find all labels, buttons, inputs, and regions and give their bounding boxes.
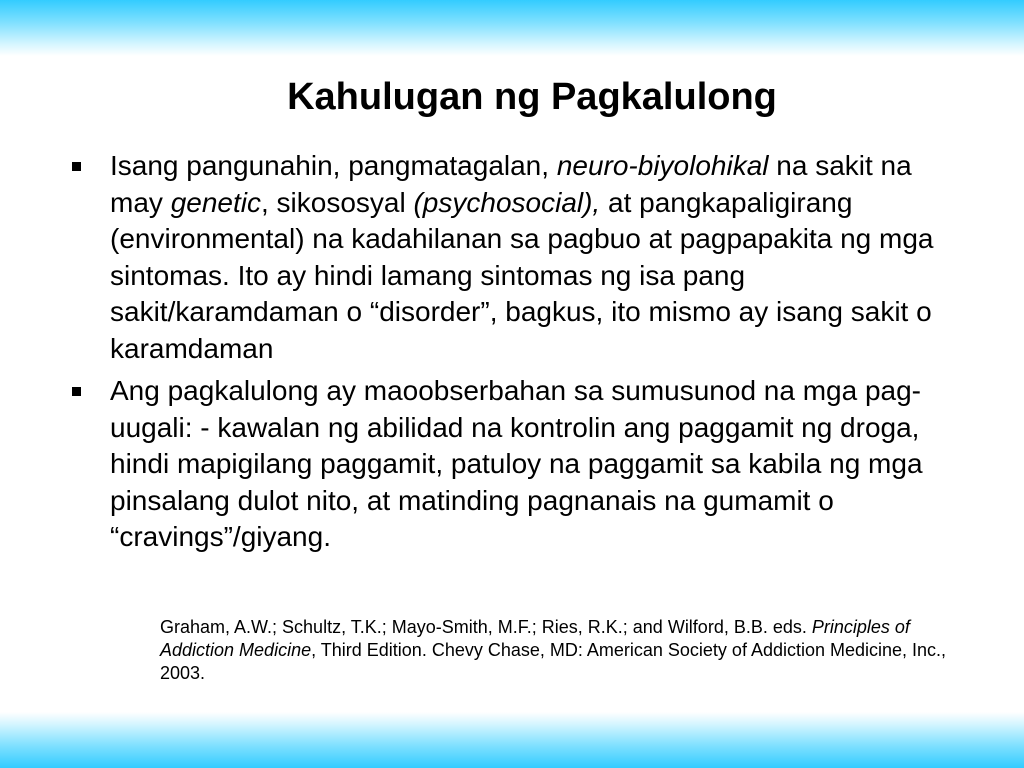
bullet-list — [72, 148, 972, 562]
bottom-gradient-band — [0, 712, 1024, 768]
bullet-text-italic: neuro-biyolohikal — [556, 150, 769, 181]
slide-title: Kahulugan ng Pagkalulong — [287, 76, 777, 118]
bullet-text-segment: na sakit na may — [110, 150, 912, 218]
citation-book-title: Principles of Addiction Medicine — [160, 617, 910, 660]
citation-details: , Third Edition. Chevy Chase, MD: American Society of Addiction Medicine, Inc., 2003. — [160, 640, 947, 683]
citation-authors: Graham, A.W.; Schultz, T.K.; Mayo-Smith, M.F.; Ries, R.K.; and Wilford, B.B. eds. — [160, 617, 807, 637]
bullet-text-segment: , sikososyal — [260, 186, 414, 218]
bullet-item — [72, 373, 972, 556]
square-bullet-icon — [72, 387, 81, 396]
bullet-text-segment: Ang pagkalulong ay maoobserbahan sa sumusunod na mga pag-uugali: - kawalan ng abilidad na kontrolin ang paggamit ng droga, hindi mapigilang paggamit, patuloy na paggamit sa kabila ng mga pinsalang dulot nito, at matinding pagnanais na gumamit o “cravings”/giyang. — [110, 375, 923, 552]
bullet-text-segment: at pangkapaligirang (environmental) na kadahilanan sa pagbuo at pagpapakita ng mga sintomas. Ito ay hindi lamang sintomas ng isa pang sakit/karamdaman o “disorder”, bagkus, ito mismo ay isang sakit o karamdaman — [110, 186, 934, 364]
citation — [160, 616, 960, 685]
top-gradient-band — [0, 0, 1024, 56]
bullet-text-italic: genetic — [170, 186, 261, 218]
bullet-text-italic: (psychosocial), — [413, 186, 601, 218]
square-bullet-icon — [72, 162, 81, 171]
bullet-item — [72, 148, 972, 367]
bullet-text-segment: Isang pangunahin, pangmatagalan, — [110, 150, 557, 181]
